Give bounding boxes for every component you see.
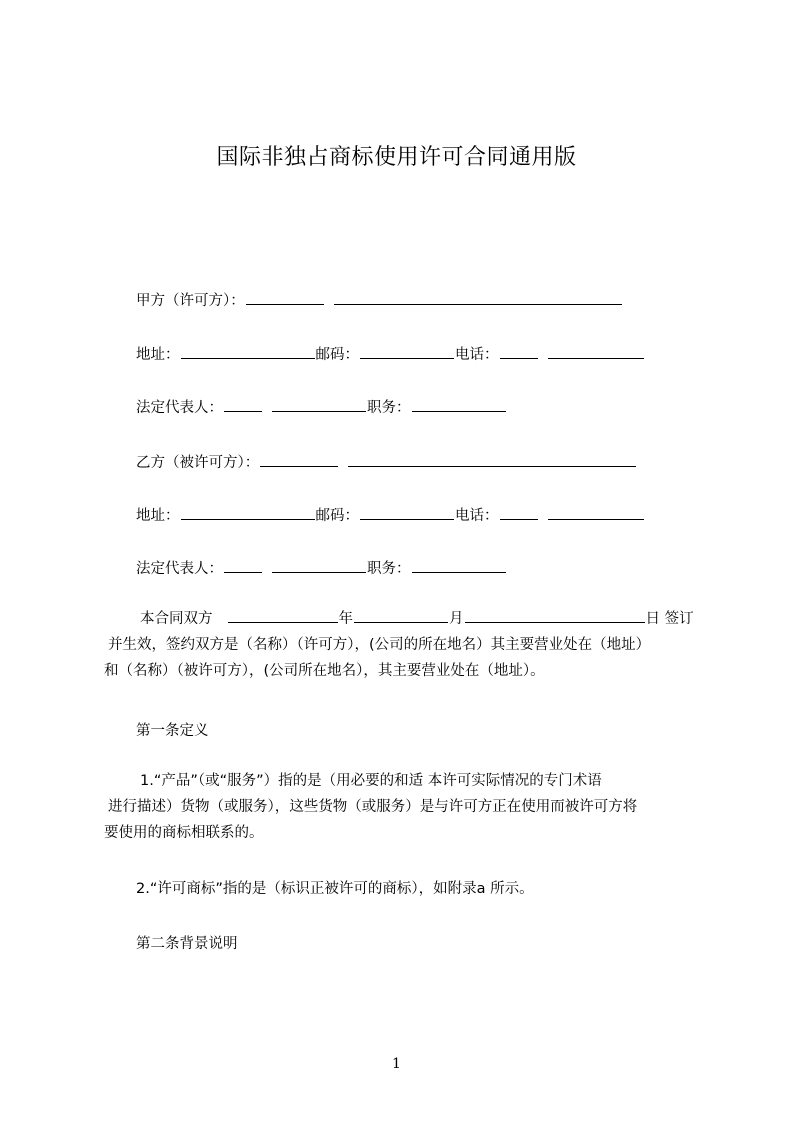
- intro-line-2: 并生效，签约双方是（名称）（许可方），(公司的所在地名）其主要营业处在（地址）: [108, 637, 651, 653]
- intro-month-blank: [354, 608, 448, 623]
- intro-day: 日 签订: [645, 611, 694, 627]
- party-a-postcode-label: 邮码：: [315, 347, 359, 363]
- party-b-postcode-label: 邮码：: [315, 508, 359, 524]
- party-a-rep-label: 法定代表人：: [136, 400, 223, 416]
- party-b-name-blank: [260, 452, 338, 467]
- party-b-phone-blank: [500, 505, 538, 520]
- party-a-rep-line: [136, 397, 507, 418]
- party-b-rep-blank-2: [272, 558, 366, 573]
- party-b-phone-label: 电话：: [455, 508, 499, 524]
- party-b-rep-blank: [224, 558, 262, 573]
- party-b-position-label: 职务：: [367, 561, 411, 577]
- intro-day-blank: [465, 608, 645, 623]
- party-b-position-blank: [412, 558, 506, 573]
- party-a-name-blank-2: [334, 290, 622, 305]
- intro-line-3: 和（名称）（被许可方），(公司所在地名），其主要营业处在（地址）。: [104, 663, 545, 679]
- party-b-line: [136, 452, 637, 473]
- party-b-address-label: 地址：: [136, 508, 180, 524]
- party-a-phone-blank: [500, 344, 538, 359]
- party-b-address-blank: [181, 505, 315, 520]
- party-a-phone-label: 电话：: [455, 347, 499, 363]
- party-a-rep-blank: [224, 397, 262, 412]
- party-b-phone-blank-2: [548, 505, 644, 520]
- article-1-heading: 第一条定义: [136, 723, 209, 739]
- page-number: 1: [392, 1056, 401, 1072]
- party-a-position-label: 职务：: [367, 400, 411, 416]
- party-b-postcode-blank: [360, 505, 454, 520]
- article-1-item-1-line-3: 要使用的商标相联系的。: [104, 825, 264, 841]
- party-a-line: [136, 290, 623, 311]
- party-a-rep-blank-2: [272, 397, 366, 412]
- party-a-label: 甲方（许可方）：: [136, 293, 245, 309]
- party-b-rep-line: [136, 558, 507, 579]
- article-1-item-1-line-2: 进行描述）货物（或服务），这些货物（或服务）是与许可方正在使用而被许可方将: [108, 799, 638, 815]
- party-b-name-blank-2: [348, 452, 636, 467]
- intro-year-blank: [228, 608, 338, 623]
- intro-paragraph: [104, 606, 704, 684]
- party-b-address-line: [136, 505, 645, 526]
- party-a-name-blank: [246, 290, 324, 305]
- party-a-address-line: [136, 344, 645, 365]
- intro-lead: 本合同双方: [140, 611, 213, 627]
- party-a-address-blank: [181, 344, 315, 359]
- intro-year: 年: [338, 611, 353, 627]
- party-a-phone-blank-2: [548, 344, 644, 359]
- party-a-position-blank: [412, 397, 506, 412]
- party-a-address-label: 地址：: [136, 347, 180, 363]
- party-b-label: 乙方（被许可方）：: [136, 455, 260, 471]
- intro-month: 月: [449, 611, 464, 627]
- article-2-heading: 第二条背景说明: [136, 936, 238, 952]
- article-1-item-1-line-1: 1.“产品”（或“服务”）指的是（用必要的和适 本许可实际情况的专门术语: [140, 773, 602, 789]
- article-1-item-2: 2.“许可商标”指的是（标识正被许可的商标），如附录a 所示。: [136, 881, 534, 897]
- article-1-item-1: [104, 768, 704, 846]
- document-title: 国际非独占商标使用许可合同通用版: [216, 145, 577, 170]
- party-b-rep-label: 法定代表人：: [136, 561, 223, 577]
- intro-line-1: [104, 606, 704, 632]
- party-a-postcode-blank: [360, 344, 454, 359]
